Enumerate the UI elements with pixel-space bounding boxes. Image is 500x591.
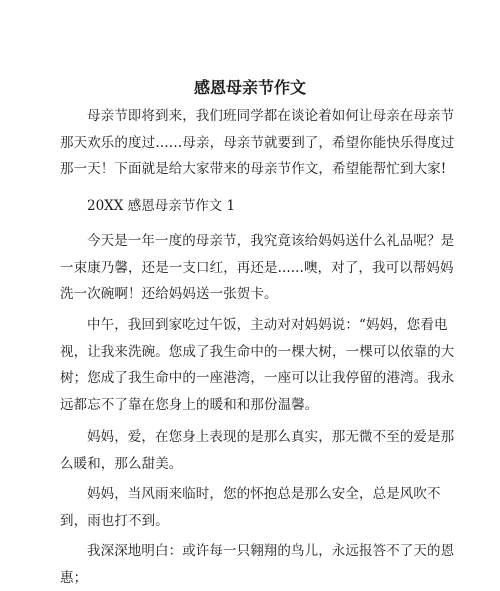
- body-paragraph-1: 今天是一年一度的母亲节，我究竟该给妈妈送什么礼品呢？是一束康乃馨，还是一支口红，再还是......噢，对了，我可以帮妈妈洗一次碗啊！还给妈妈送一张贺卡。: [60, 233, 455, 302]
- essay-heading: 20XX 感恩母亲节作文 1: [87, 198, 236, 214]
- body-paragraph-5: 我深深地明白：或许每一只翱翔的鸟儿，永远报答不了天的恩惠；: [60, 543, 455, 586]
- body-paragraph-2: 中午，我回到家吃过午饭，主动对对妈妈说：“妈妈，您看电视，让我来洗碗。您成了我生命中的一棵大树，一棵可以依靠的大树；您成了我生命中的一座港湾，一座可以让我停留的港湾。我永远都忘不了靠在您身上的暖和和那份温馨。: [60, 317, 455, 413]
- document-title: 感恩母亲节作文: [193, 78, 306, 97]
- intro-paragraph: 母亲节即将到来，我们班同学都在谈论着如何让母亲在母亲节那天欢乐的度过……母亲，母亲节就要到了，希望你能快乐得度过那一天！下面就是给大家带来的母亲节作文，希望能帮忙到大家!: [60, 108, 455, 177]
- body-paragraph-3: 妈妈，爱，在您身上表现的是那么真实，那无微不至的爱是那么暖和，那么甜美。: [60, 429, 455, 472]
- body-paragraph-4: 妈妈，当风雨来临时，您的怀抱总是那么安全，总是风吹不到，雨也打不到。: [60, 486, 441, 529]
